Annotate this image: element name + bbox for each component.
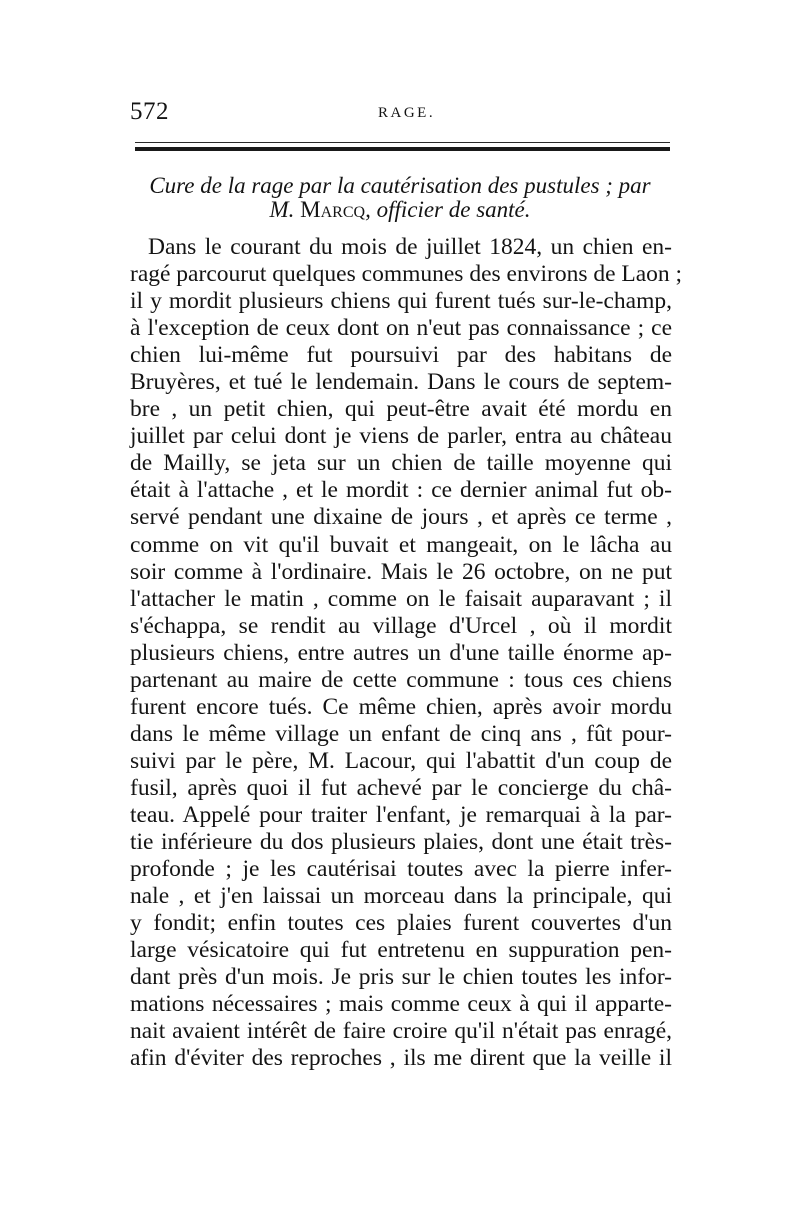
- body-line: nait avaient intérêt de faire croire qu'il n'était pas enragé,: [130, 1018, 672, 1045]
- article-title-line-2: [120, 196, 680, 224]
- body-text: [130, 234, 683, 1072]
- running-head: RAGE.: [378, 105, 436, 121]
- body-line: Bruyères, et tué le lendemain. Dans le cours de septem-: [130, 369, 672, 396]
- body-line: tie inférieure du dos plusieurs plaies, dont une était très-: [130, 829, 672, 856]
- body-line: dant près d'un mois. Je pris sur le chien toutes les infor-: [130, 964, 672, 991]
- body-line: profonde ; je les cautérisai toutes avec la pierre infer-: [130, 856, 672, 883]
- body-line: fusil, après quoi il fut achevé par le concierge du châ-: [130, 774, 672, 801]
- body-line: dans le même village un enfant de cinq ans , fût pour-: [130, 720, 672, 747]
- body-line: Dans le courant du mois de juillet 1824, un chien en-: [148, 234, 672, 260]
- body-line: de Mailly, se jeta sur un chien de taille moyenne qui: [130, 450, 672, 477]
- body-line: large vésicatoire qui fut entretenu en suppuration pen-: [130, 937, 672, 964]
- body-line: il y mordit plusieurs chiens qui furent tués sur-le-champ,: [130, 288, 672, 315]
- body-line: y fondit; enfin toutes ces plaies furent couvertes d'un: [130, 910, 672, 937]
- body-line: juillet par celui dont je viens de parler, entra au château: [130, 423, 672, 450]
- body-line: plusieurs chiens, entre autres un d'une taille énorme ap-: [130, 639, 672, 666]
- header-rule-thick: [135, 147, 670, 151]
- author-name: Marcq: [300, 197, 366, 222]
- body-line: furent encore tués. Ce même chien, après avoir mordu: [130, 693, 672, 720]
- body-line: soir comme à l'ordinaire. Mais le 26 octobre, on ne put: [130, 558, 672, 585]
- article-title-line-1: Cure de la rage par la cautérisation des pustules ; par: [149, 173, 651, 198]
- body-line: teau. Appelé pour traiter l'enfant, je remarquai à la par-: [130, 801, 672, 828]
- body-line: bre , un petit chien, qui peut-être avait été mordu en: [130, 396, 672, 423]
- body-line: à l'exception de ceux dont on n'eut pas connaissance ; ce: [130, 315, 672, 342]
- body-line: servé pendant une dixaine de jours , et après ce terme ,: [130, 504, 672, 531]
- body-line: comme on vit qu'il buvait et mangeait, on le lâcha au: [130, 531, 672, 558]
- title-prefix: M.: [269, 197, 295, 222]
- body-line: ragé parcourut quelques communes des environs de Laon ;: [130, 261, 683, 288]
- body-line: nale , et j'en laissai un morceau dans la principale, qui: [130, 883, 672, 910]
- body-line: afin d'éviter des reproches , ils me dirent que la veille il: [130, 1045, 672, 1072]
- page-number: 572: [130, 98, 169, 125]
- body-line: partenant au maire de cette commune : tous ces chiens: [130, 666, 672, 693]
- body-line: était à l'attache , et le mordit : ce dernier animal fut ob-: [130, 477, 672, 504]
- body-line: suivi par le père, M. Lacour, qui l'abattit d'un coup de: [130, 747, 672, 774]
- title-suffix: , officier de santé.: [365, 197, 531, 222]
- header-rule-thin: [135, 142, 670, 143]
- body-line: mations nécessaires ; mais comme ceux à qui il apparte-: [130, 991, 672, 1018]
- body-line: chien lui-même fut poursuivi par des habitans de: [130, 342, 672, 369]
- body-line: l'attacher le matin , comme on le faisait auparavant ; il: [130, 585, 672, 612]
- body-line: s'échappa, se rendit au village d'Urcel , où il mordit: [130, 612, 672, 639]
